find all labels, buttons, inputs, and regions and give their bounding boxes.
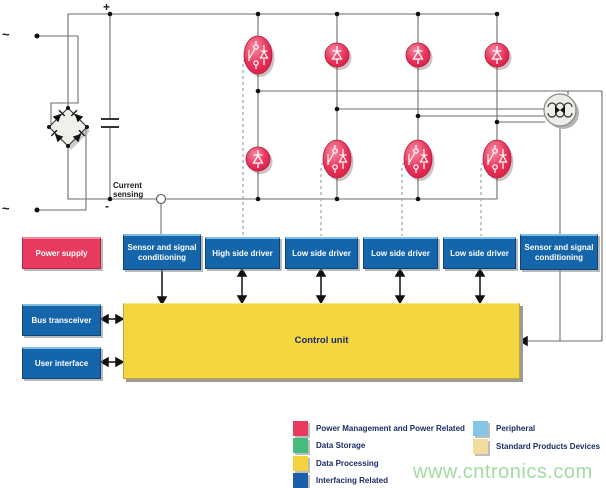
bus-transceiver-block: Bus transceiver [22,304,101,336]
legend-swatch-power [293,421,308,436]
legend-label-peripheral: Peripheral [496,424,536,433]
low-side-driver-block-2: Low side driver [363,237,438,269]
low-side-driver-block-3: Low side driver [443,237,516,269]
plus-terminal-label: + [103,0,111,14]
power-supply-block: Power supply [22,237,101,269]
legend-swatch-interfacing [293,473,308,488]
legend-label-storage: Data Storage [316,441,366,450]
legend-item-peripheral [473,421,535,436]
legend-label-standard: Standard Products Devices [496,442,601,451]
legend-item-storage [293,438,365,453]
legend-label-interfacing: Interfacing Related [316,476,389,485]
circuit-wires [37,14,602,341]
legend-item-processing [293,456,379,471]
sensor-signal-conditioning-right-block: Sensor and signal conditioning [520,234,598,270]
sensor-signal-conditioning-left-block: Sensor and signal conditioning [123,234,201,270]
legend-item-interfacing [293,473,388,488]
low-side-driver-block-1: Low side driver [285,237,358,269]
legend-swatch-peripheral [473,421,488,436]
watermark: www.cntronics.com [413,461,593,483]
legend-label-processing: Data Processing [316,459,379,468]
ac-input-top-label: ~ [2,27,10,42]
bridge-rectifier-icon [49,108,90,150]
legend-item-power [293,421,465,436]
minus-terminal-label: - [105,199,109,213]
high-side-driver-block: High side driver [205,237,280,269]
motor-icon [544,94,579,129]
user-interface-block: User interface [22,347,101,379]
legend-swatch-processing [293,456,308,471]
capacitor-icon [101,119,119,127]
current-sensing-label: Current sensing [113,181,144,199]
gate-lines [243,61,488,236]
ac-input-bottom-label: ~ [2,201,10,216]
legend-label-power: Power Management and Power Related [316,424,465,433]
control-unit-block: Control unit [123,303,520,379]
legend-item-standard [473,439,600,454]
legend-swatch-storage [293,438,308,453]
legend-swatch-standard [473,439,488,454]
